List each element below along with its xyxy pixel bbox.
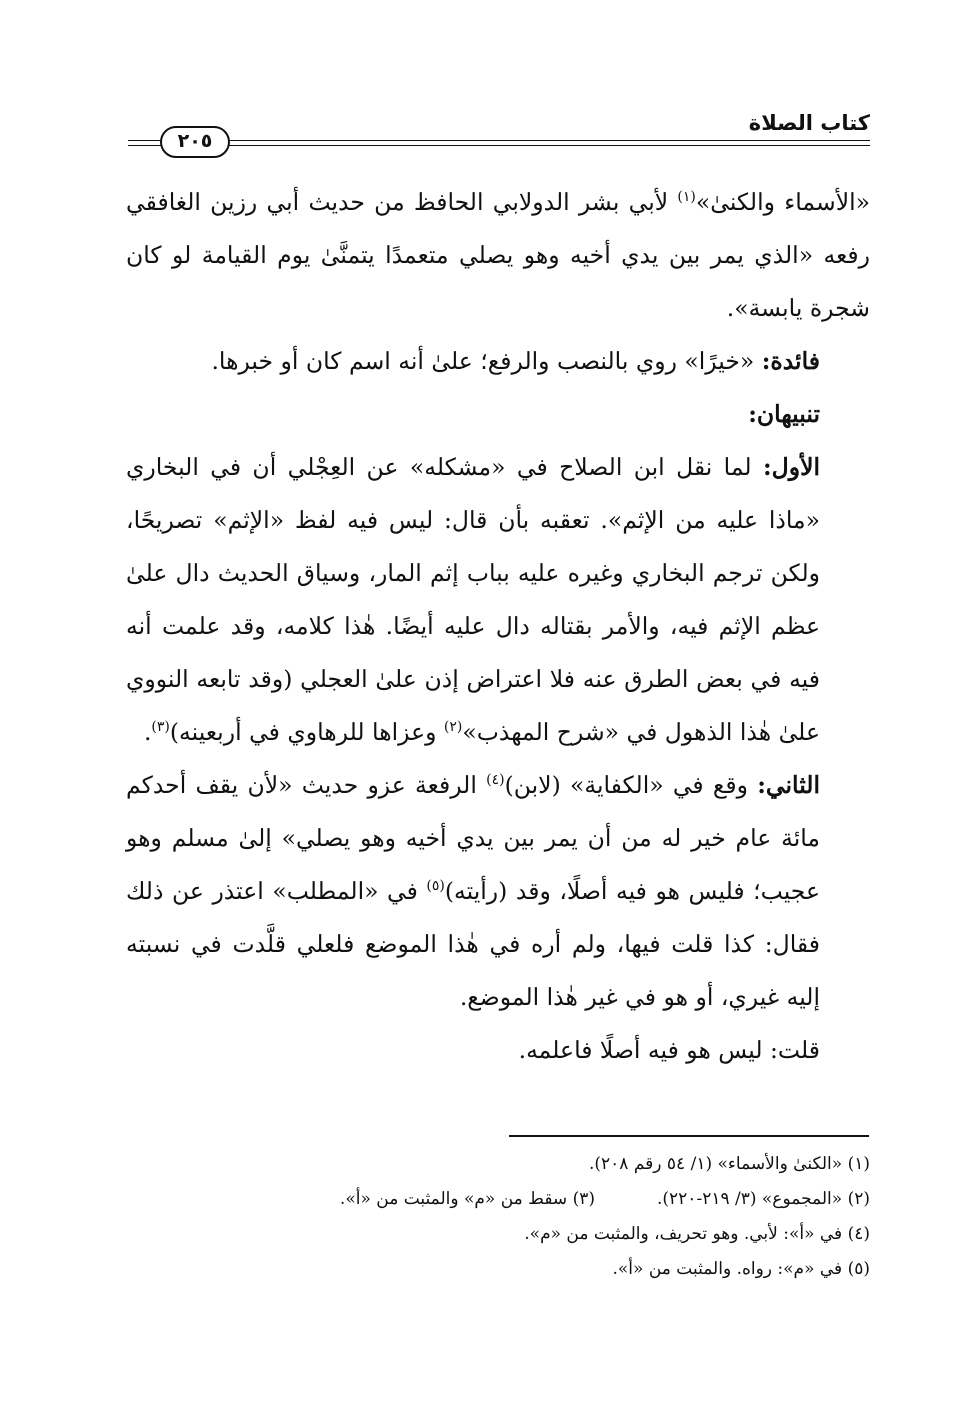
footnote-1: (١) «الكنىٰ والأسماء» (١/ ٥٤ رقم ٢٠٨). — [589, 1154, 870, 1174]
paragraph-second — [126, 759, 870, 1024]
running-header — [128, 108, 870, 158]
footnote-5: (٥) في «م»: رواه. والمثبت من «أ». — [612, 1259, 870, 1279]
faida-label: فائدة: — [761, 347, 820, 375]
footnotes — [126, 1147, 870, 1287]
paragraph-text: ليس هو فيه أصلًا فاعلمه. — [518, 1036, 770, 1064]
paragraph-first — [126, 441, 870, 759]
footnote-3: (٣) سقط من «م» والمثبت من «أ». — [339, 1189, 595, 1209]
second-label: الثاني: — [757, 771, 820, 799]
header-rule-top — [228, 140, 870, 141]
first-label: الأول: — [762, 453, 820, 481]
paragraph-text: لأبي بشر الدولابي الحافظ من حديث أبي رزين الغافقي رفعه «الذي يمر بين يدي أخيه وهو يصلي متعمدًا يتمنَّىٰ يوم القيامة لو كان شجرة يابسة». — [126, 188, 870, 322]
paragraph-text: الرفعة عزو حديث «لأن يقف أحدكم مائة عام خير له من أن يمر بين يدي أخيه وهو يصلي» إلىٰ مسلم وهو عجيب؛ فليس هو فيه أصلًا، وقد (رأيته) — [126, 771, 820, 905]
paragraph-faida — [126, 335, 870, 388]
paragraph-text: وعزاها للرهاوي في أربعينه) — [169, 718, 444, 746]
paragraph-text: «خيرًا» روي بالنصب والرفع؛ علىٰ أنه اسم كان أو خبرها. — [211, 347, 762, 375]
header-rule-left-top — [128, 140, 162, 141]
paragraph-text: وقع في «الكفاية» (لابن) — [504, 771, 758, 799]
footnote-4: (٤) في «أ»: لأبي. وهو تحريف، والمثبت من «م». — [524, 1224, 870, 1244]
footnote-separator — [509, 1135, 869, 1137]
paragraph-text: «الأسماء والكنىٰ» — [695, 188, 870, 216]
footnote-ref-1: (١) — [677, 189, 696, 205]
tanbihan-heading: تنبيهان: — [748, 400, 820, 428]
paragraph-text: . — [143, 718, 152, 746]
footnote-ref-5: (٥) — [426, 878, 445, 894]
paragraph-intro — [126, 176, 870, 335]
footnote-2: (٢) «المجموع» (٣/ ٢١٩-٢٢٠). — [656, 1189, 870, 1209]
paragraph-tanbihan — [126, 388, 870, 441]
footnote-ref-4: (٤) — [486, 772, 505, 788]
footnote-ref-3: (٣) — [151, 719, 170, 735]
paragraph-text: لما نقل ابن الصلاح في «مشكله» عن العِجْلي أن في البخاري «ماذا عليه من الإثم». تعقبه بأن قال: ليس فيه لفظ «الإثم» تصريحًا، ولكن ترجم البخاري وغيره عليه بباب إثم المار، وسياق الحديث دال علىٰ عظم الإثم فيه، والأمر بقتاله دال عليه أيضًا. هٰذا كلامه، وقد علمت أنه فيه في بعض الطرق عنه فلا اعتراض إذن علىٰ العجلي (وقد تابعه النووي علىٰ هٰذا الذهول في «شرح المهذب» — [126, 453, 820, 746]
book-title: كتاب الصلاة — [748, 111, 870, 135]
paragraph-text: في «المطلب» اعتذر عن ذلك فقال: كذا قلت فيها، ولم أره في هٰذا الموضع فلعلي قلَّدت في نسبته إليه غيري، أو هو في غير هٰذا الموضع. — [126, 877, 820, 1011]
header-rule-bottom — [228, 145, 870, 146]
body-text — [126, 176, 870, 1077]
page-number: ٢٠٥ — [160, 126, 230, 158]
paragraph-qultu — [126, 1024, 870, 1077]
qultu-label: قلت: — [769, 1036, 820, 1064]
footnote-ref-2: (٢) — [443, 719, 463, 735]
header-rule-left-bottom — [128, 145, 162, 146]
footnote-row-2-3 — [126, 1182, 870, 1217]
